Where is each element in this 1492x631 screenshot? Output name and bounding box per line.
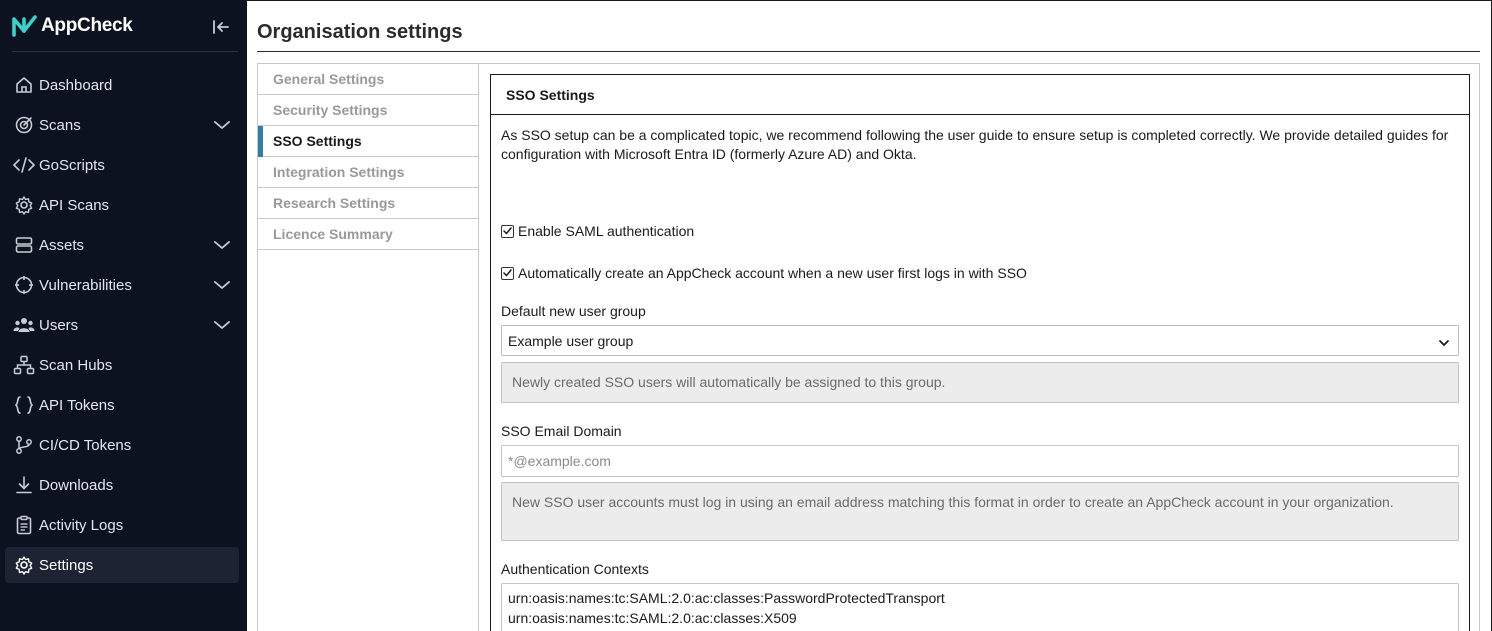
default-group-value: Example user group	[508, 332, 634, 349]
settings-panel	[257, 63, 1480, 631]
sidebar-item-api-tokens[interactable]	[5, 387, 239, 423]
sidebar-divider	[12, 51, 238, 52]
tab-sso-settings[interactable]: SSO Settings	[258, 126, 478, 157]
sidebar-item-label: GoScripts	[39, 156, 105, 174]
tab-research-settings[interactable]: Research Settings	[258, 188, 478, 219]
sidebar-item-dashboard[interactable]	[5, 67, 239, 103]
auth-contexts-textarea[interactable]	[501, 583, 1459, 631]
collapse-sidebar-button[interactable]	[209, 16, 233, 38]
sidebar-item-label: Downloads	[39, 476, 114, 494]
sidebar-item-activity-logs[interactable]	[5, 507, 239, 543]
check-icon	[503, 269, 512, 277]
server-icon	[13, 234, 35, 256]
brand-logo[interactable]	[12, 13, 133, 39]
braces-icon	[13, 394, 35, 416]
check-icon	[503, 227, 512, 235]
brand-name: AppCheck	[41, 15, 133, 36]
download-icon	[13, 474, 35, 496]
chevron-down-icon[interactable]	[213, 276, 231, 294]
auto-create-checkbox-row[interactable]	[501, 265, 1027, 281]
tab-security-settings[interactable]: Security Settings	[258, 95, 478, 126]
api-gear-icon	[13, 194, 35, 216]
sidebar-item-scan-hubs[interactable]	[5, 347, 239, 383]
sidebar-item-label: Dashboard	[39, 76, 113, 94]
sidebar-item-scans[interactable]	[5, 107, 239, 143]
sidebar	[0, 0, 247, 631]
page-title: Organisation settings	[257, 21, 463, 43]
tab-licence-summary[interactable]: Licence Summary	[258, 219, 478, 250]
clipboard-icon	[13, 514, 35, 536]
sidebar-item-label: API Tokens	[39, 396, 115, 414]
tab-general-settings[interactable]: General Settings	[258, 64, 478, 95]
email-domain-label: SSO Email Domain	[501, 423, 622, 439]
default-group-help: Newly created SSO users will automatically be assigned to this group.	[501, 362, 1459, 403]
sidebar-item-assets[interactable]	[5, 227, 239, 263]
sidebar-item-users[interactable]	[5, 307, 239, 343]
sso-settings-card	[490, 74, 1470, 631]
sidebar-item-downloads[interactable]	[5, 467, 239, 503]
default-group-label: Default new user group	[501, 303, 646, 319]
sso-intro-text: As SSO setup can be a complicated topic, we recommend following the user guide to ensure setup is completed correctly. We provide detailed guides for configuration with Microsoft Entra ID (formerly Azure AD) and Okta.	[501, 127, 1449, 162]
enable-saml-checkbox-row[interactable]	[501, 223, 694, 239]
auth-context-line: urn:oasis:names:tc:SAML:2.0:ac:classes:PasswordProtectedTransport	[508, 590, 945, 606]
target-icon	[13, 114, 35, 136]
chevron-down-icon	[1438, 335, 1450, 351]
sidebar-nav	[5, 67, 239, 587]
sidebar-item-label: Scans	[39, 116, 81, 134]
settings-tabs	[258, 64, 479, 631]
git-branch-icon	[13, 434, 35, 456]
sidebar-item-goscripts[interactable]	[5, 147, 239, 183]
chevron-down-icon[interactable]	[213, 316, 231, 334]
sidebar-item-label: Vulnerabilities	[39, 276, 132, 294]
auto-create-label: Automatically create an AppCheck account when a new user first logs in with SSO	[518, 265, 1027, 281]
home-icon	[13, 74, 35, 96]
auth-context-line: urn:oasis:names:tc:SAML:2.0:ac:classes:X509	[508, 610, 797, 626]
email-domain-help: New SSO user accounts must log in using an email address matching this format in order to create an AppCheck account in your organization.	[501, 482, 1459, 541]
code-icon	[13, 154, 35, 176]
sidebar-item-vulnerabilities[interactable]	[5, 267, 239, 303]
tab-integration-settings[interactable]: Integration Settings	[258, 157, 478, 188]
sidebar-item-settings[interactable]	[5, 547, 239, 583]
auth-contexts-label: Authentication Contexts	[501, 561, 649, 577]
title-divider	[257, 51, 1480, 52]
sidebar-item-api-scans[interactable]	[5, 187, 239, 223]
appcheck-logo-icon	[12, 15, 38, 37]
sidebar-item-cicd-tokens[interactable]	[5, 427, 239, 463]
hub-icon	[13, 354, 35, 376]
email-domain-input[interactable]	[501, 445, 1459, 477]
sidebar-item-label: Assets	[39, 236, 85, 254]
crosshair-icon	[13, 274, 35, 296]
sidebar-item-label: Scan Hubs	[39, 356, 113, 374]
auto-create-checkbox[interactable]	[501, 267, 514, 280]
chevron-down-icon[interactable]	[213, 116, 231, 134]
sidebar-item-label: Users	[39, 316, 79, 334]
enable-saml-label: Enable SAML authentication	[518, 223, 695, 239]
users-icon	[13, 314, 35, 336]
sidebar-item-label: API Scans	[39, 196, 110, 214]
sidebar-item-label: CI/CD Tokens	[39, 436, 132, 454]
collapse-left-icon	[212, 19, 230, 35]
default-group-select[interactable]	[501, 325, 1459, 356]
chevron-down-icon[interactable]	[213, 236, 231, 254]
sidebar-item-label: Settings	[39, 556, 94, 574]
sso-card-header: SSO Settings	[491, 75, 1469, 115]
enable-saml-checkbox[interactable]	[501, 225, 514, 238]
sidebar-item-label: Activity Logs	[39, 516, 124, 534]
main-content	[247, 0, 1492, 631]
gear-icon	[13, 554, 35, 576]
